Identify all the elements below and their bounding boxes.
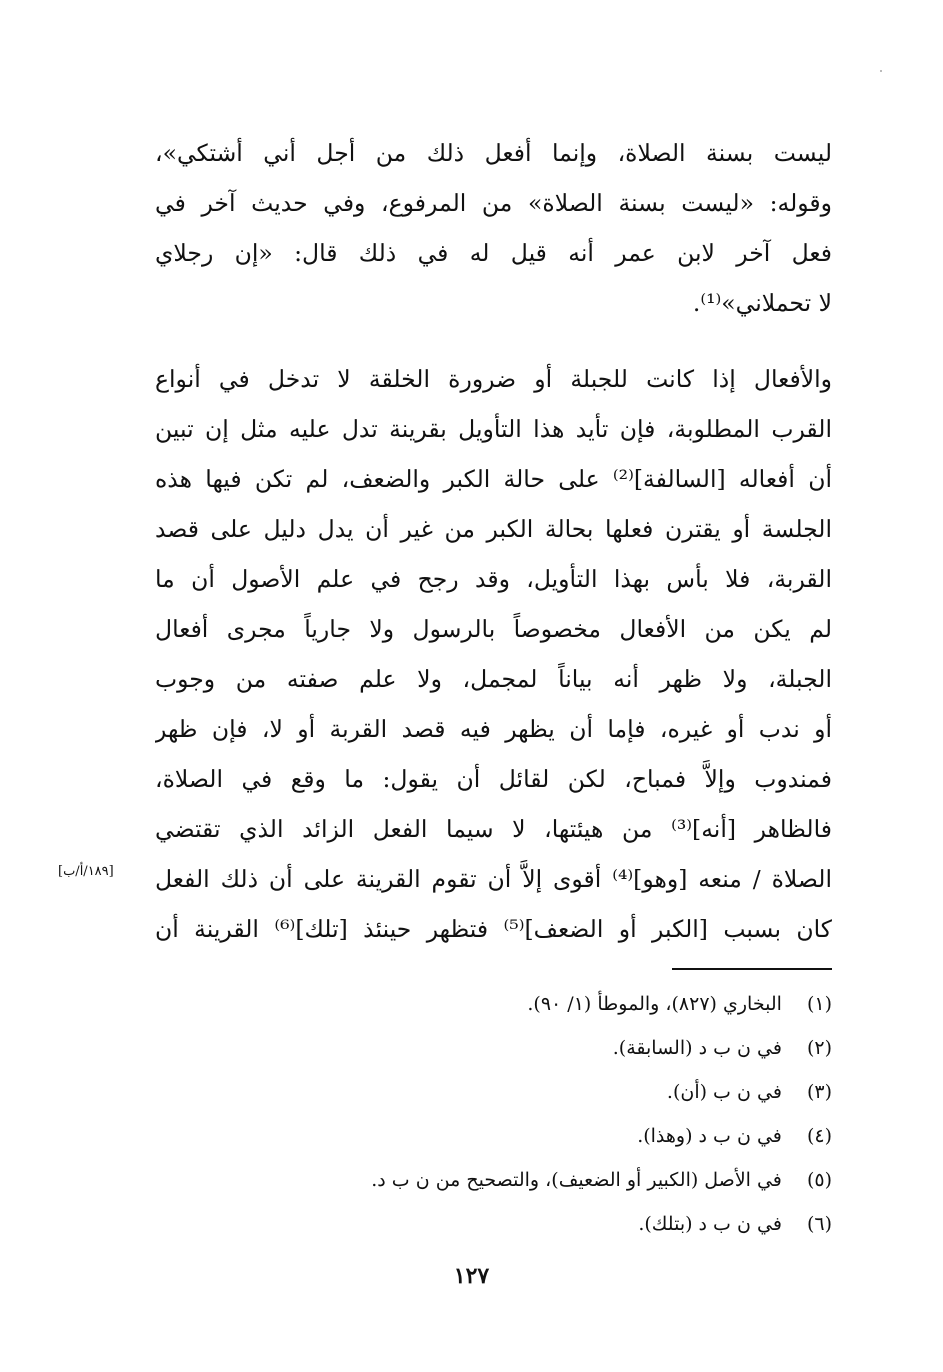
footnote-item [200,1158,832,1202]
text-line: أن أفعاله [السالفة]⁽²⁾ على حالة الكبر والضعف، لم تكن فيها هذه [155,465,832,493]
footnote-number: (٢) [806,1037,832,1059]
footnote-text: في ن ب د (وهذا). [637,1125,782,1147]
footnote-number: (٣) [806,1081,832,1103]
text-line: أو ندب أو غيره، فإما أن يظهر فيه قصد القربة أو لا، فإن ظهر [155,715,832,743]
footnote-number: (٥) [806,1169,832,1191]
footnote-text: في الأصل (الكبير أو الضعيف)، والتصحيح من ن ب د. [371,1169,782,1191]
text-line: الجبلة، ولا ظهر أنه بياناً لمجمل، ولا علم صفته من وجوب [155,665,832,693]
text-line: فعل آخر لابن عمر أنه قيل له في ذلك قال: «إن رجلاي [155,239,832,267]
text-line: الجلسة أو يقترن فعلها بحالة الكبر من غير أن يدل دليل على قصد [155,515,832,543]
footnote-item [200,1070,832,1114]
text-line: والأفعال إذا كانت للجبلة أو ضرورة الخلقة لا تدخل في أنواع [155,365,832,393]
footnote-text: البخاري (٨٢٧)، والموطأ (١/ ٩٠). [527,993,782,1015]
scan-speck [880,70,882,72]
text-line: كان بسبب [الكبر أو الضعف]⁽⁵⁾ فتظهر حينئذ [تلك]⁽⁶⁾ القرينة أن [155,915,832,943]
text-line: القربة، فلا بأس بهذا التأويل، وقد رجح في علم الأصول أن ما [155,565,832,593]
footnote-separator [672,968,832,970]
footnotes [200,982,832,1246]
footnote-number: (٤) [806,1125,832,1147]
footnote-text: في ن ب (أن). [666,1081,782,1103]
footnote-number: (٦) [806,1213,832,1235]
text-line: القرب المطلوبة، فإن تأيد هذا التأويل بقرينة تدل عليه مثل إن تبين [155,415,832,443]
footnote-number: (١) [806,993,832,1015]
footnote-text: في ن ب د (السابقة). [612,1037,782,1059]
text-line: لا تحملاني»⁽¹⁾. [692,289,832,317]
text-line: ليست بسنة الصلاة، وإنما أفعل ذلك من أجل أني أشتكي»، [155,139,832,167]
text-line: الصلاة / منعه [وهو]⁽⁴⁾ أقوى إلاَّ أن تقوم القرينة على أن ذلك الفعل [155,865,832,893]
footnote-item [200,1202,832,1246]
manuscript-folio-marker: [١٨٩/أ/ب] [58,864,114,879]
paragraph-1 [155,128,832,328]
text-line: وقوله: «ليست بسنة الصلاة» من المرفوع، وفي حديث آخر في [155,189,832,217]
footnote-item [200,982,832,1026]
text-line: فمندوب وإلاَّ فمباح، لكن لقائل أن يقول: ما وقع في الصلاة، [155,765,832,793]
page-number: ١٢٧ [453,1263,490,1289]
footnote-text: في ن ب د (بتلك). [638,1213,782,1235]
text-line: فالظاهر [أنه]⁽³⁾ من هيئتها، لا سيما الفعل الزائد الذي تقتضي [155,815,832,843]
paragraph-2 [155,354,832,954]
footnote-item [200,1026,832,1070]
footnote-item [200,1114,832,1158]
text-line: لم يكن من الأفعال مخصوصاً بالرسول ولا جارياً مجرى أفعال [155,615,832,643]
